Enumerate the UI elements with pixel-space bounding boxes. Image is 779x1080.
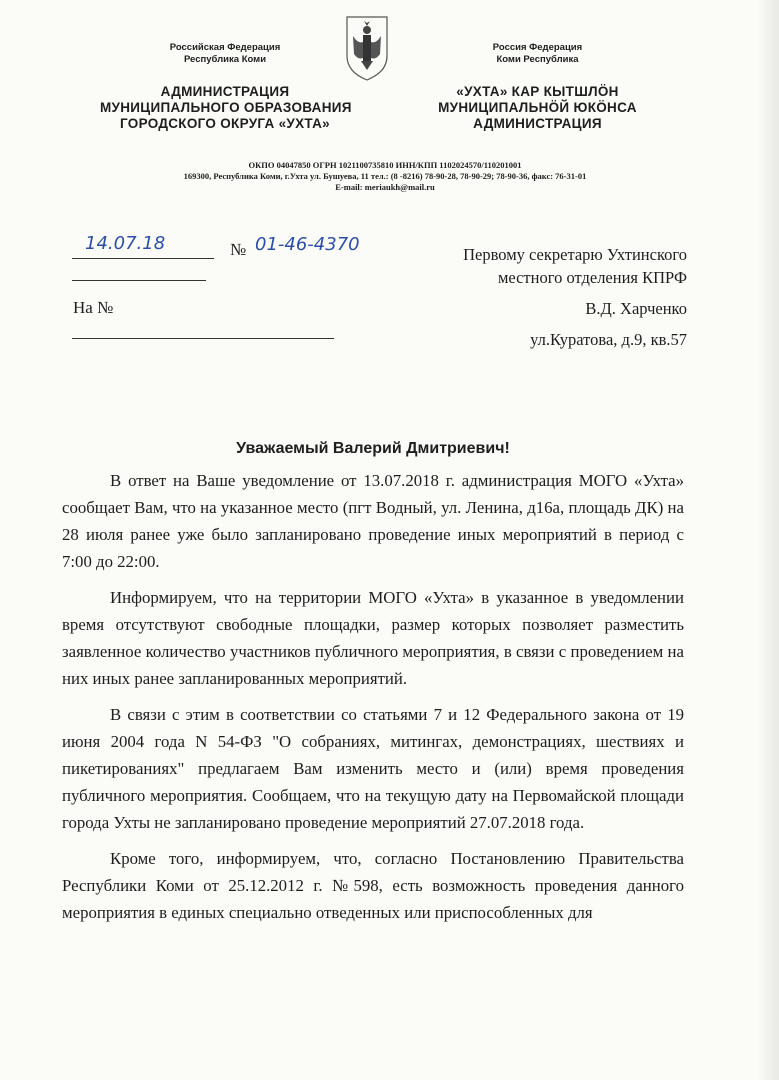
handwritten-date: 14.07.18 [85, 233, 166, 254]
paragraph-4: Кроме того, информируем, что, согласно Постановлению Правительства Республики Коми от 25.12.2012 г. №598, есть возможность проведения данного мероприятия в единых специально отведенных или приспособленных для [62, 849, 684, 922]
header-right-small-line2: Коми Республика [496, 54, 579, 65]
addressee-line2: местного отделения КПРФ [497, 268, 687, 287]
reply-to-number-label: На № [73, 298, 114, 317]
paragraph-1: В ответ на Ваше уведомление от 13.07.2018 г. администрация МОГО «Ухта» сообщает Вам, что на указанное место (пгт Водный, ул. Ленина, д16а, площадь ДК) на 28 июля ранее уже было запланировано проведение иных мероприятий в период с 7:00 до 22:00. [62, 471, 684, 571]
addressee-line1: Первому секретарю Ухтинского [463, 245, 687, 264]
contacts-address-phones: 169300, Республика Коми, г.Ухта ул. Бушуева, 11 тел.: (8 -8216) 78-90-28, 78-90-29; 78-90-36, факс: 76-31-01 [183, 171, 587, 181]
date-underline-2 [72, 280, 206, 281]
date-underline [72, 258, 214, 259]
paragraph-3: В связи с этим в соответствии со статьями 7 и 12 Федерального закона от 19 июня 2004 года N 54-ФЗ "О собраниях, митингах, демонстрациях, шествиях и пикетированиях" предлагаем Вам изменить место и (или) время проведения публичного мероприятия. Сообщаем, что на текущую дату на Первомайской площади города Ухты не запланировано проведение мероприятий 27.07.2018 года. [62, 705, 684, 832]
paragraph-2: Информируем, что на территории МОГО «Ухта» в указанное в уведомлении время отсутствуют свободные площадки, размер которых позволяет разместить заявленное количество участников публичного мероприятия, в связи с проведением на них иных ранее запланированных мероприятий. [62, 588, 684, 688]
header-right-title [405, 84, 670, 132]
header-right-title-line2: МУНИЦИПАЛЬНÖЙ ЮКÖНСА [438, 100, 637, 115]
letter-body [62, 467, 684, 926]
header-right-title-line1: «УХТА» КАР КЫТШЛÖН [456, 84, 619, 99]
header-right-title-line3: АДМИНИСТРАЦИЯ [473, 116, 602, 131]
addressee-block [463, 243, 687, 351]
addressee-address: ул.Куратова, д.9, кв.57 [530, 330, 687, 349]
header-right-country [405, 42, 670, 66]
header-left-small-line2: Республика Коми [183, 54, 267, 65]
number-label: № [230, 240, 247, 259]
header-left-title [100, 84, 350, 132]
greeting: Уважаемый Валерий Дмитриевич! [236, 440, 510, 457]
contacts-registration-codes: ОКПО 04047850 ОГРН 1021100735810 ИНН/КПП 1102024570/110201001 [248, 160, 522, 170]
header-right [405, 42, 670, 132]
header-left-title-line1: АДМИНИСТРАЦИЯ [160, 84, 290, 99]
page-edge-shadow [757, 0, 779, 1080]
contacts-email: E-mail: meriaukh@mail.ru [335, 182, 435, 192]
handwritten-number: 01-46-4370 [255, 234, 360, 255]
header-left [100, 42, 350, 132]
reply-number-underline [72, 338, 334, 339]
addressee-name: В.Д. Харченко [585, 299, 687, 318]
header-left-country [100, 42, 350, 66]
header-left-small-line1: Российская Федерация [169, 42, 281, 53]
coat-of-arms-icon [344, 14, 390, 84]
header-left-title-line3: ГОРОДСКОГО ОКРУГА «УХТА» [120, 116, 330, 131]
header-contacts [60, 160, 710, 193]
header-right-small-line1: Россия Федерация [492, 42, 583, 53]
header-left-title-line2: МУНИЦИПАЛЬНОГО ОБРАЗОВАНИЯ [100, 100, 352, 115]
